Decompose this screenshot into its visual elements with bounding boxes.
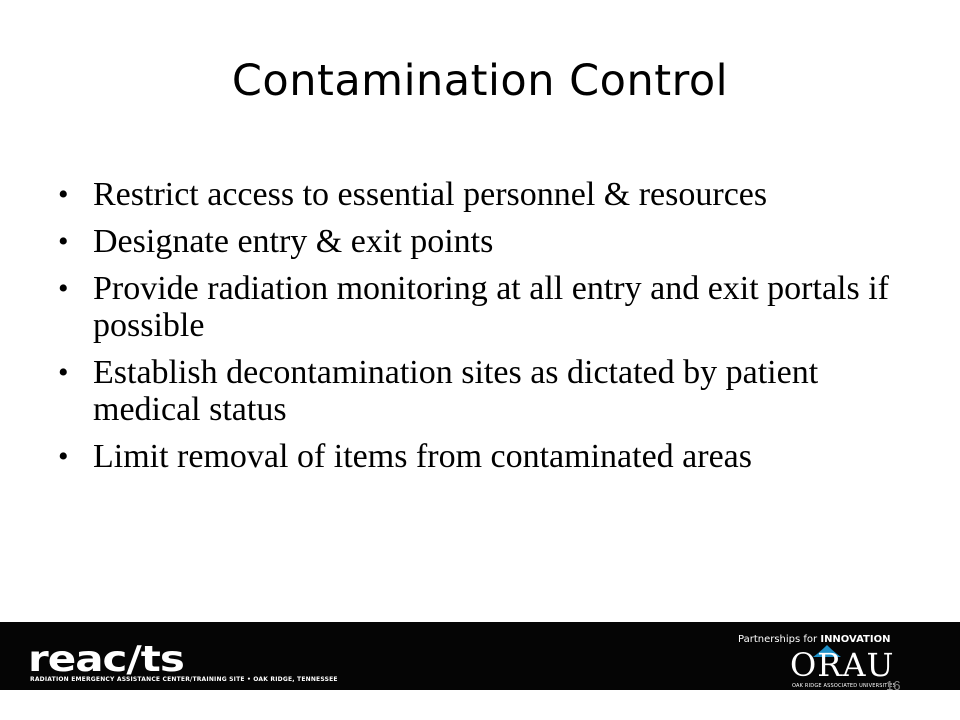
bullet-item (58, 223, 918, 260)
footer-margin (0, 690, 960, 720)
bullet-marker: • (58, 225, 69, 258)
slide-title: Contamination Control (231, 56, 729, 106)
orau-logo: ORAU (790, 646, 895, 684)
bullet-text: Provide radiation monitoring at all entry and exit portals if possible (93, 270, 889, 344)
bullet-marker: • (58, 178, 69, 211)
bullet-text: Limit removal of items from contaminated areas (93, 438, 752, 475)
bullet-item (58, 354, 918, 428)
bullet-item (58, 176, 918, 213)
bullet-text: Designate entry & exit points (93, 223, 494, 260)
bullet-text: Establish decontamination sites as dictated by patient medical status (93, 354, 819, 428)
orau-tagline-emphasis: INNOVATION (820, 634, 891, 645)
page-number: 16 (886, 678, 901, 693)
bullet-marker: • (58, 356, 69, 389)
bullet-marker: • (58, 272, 69, 305)
bullet-marker: • (58, 440, 69, 473)
orau-logo-subtitle: OAK RIDGE ASSOCIATED UNIVERSITIES (792, 683, 896, 689)
reacts-logo: reac/ts (28, 638, 184, 680)
bullet-item (58, 438, 918, 475)
bullet-text: Restrict access to essential personnel & resources (93, 176, 768, 213)
bullet-list (58, 176, 918, 485)
orau-tagline-prefix: Partnerships for (738, 634, 821, 645)
bullet-item (58, 270, 918, 344)
reacts-logo-subtitle: RADIATION EMERGENCY ASSISTANCE CENTER/TRAINING SITE • OAK RIDGE, TENNESSEE (30, 676, 338, 683)
